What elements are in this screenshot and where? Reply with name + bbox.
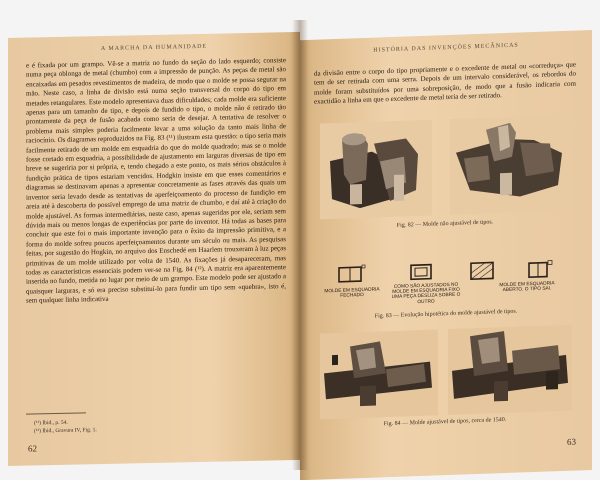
footnote-12: (¹²) Ibid., Gravura IV, Fig. 1. [34,427,97,435]
footnotes [34,414,274,435]
figure-84-caption: Fig. 84 — Molde ajustável de tipos, cerca de 1540. [383,416,507,428]
figure-83-diagram-open [526,257,560,282]
running-head-left: A MARCHA DA HUMANIDADE [100,43,208,53]
right-page [300,30,592,480]
figure-83-label-open: MOLDE EM ESQUADRIA ABERTO. O TIPO SAI. [499,281,555,294]
left-paragraph: e é fixada por um grampo. Vê-se a matriz no fundo da seção do lado esquerdo; consiste numa peça oblonga de metal (chumbo) com a impressão de punção. As peças de metal são encaixadas em pesados revestimentos de madeira, de modo que o molde se possa segurar na mão. Neste caso, a linha de divisão está numa seção transversal do corpo do tipo em metades retangulares. Este modelo apresentava duas dificuldades; cada molde era suficiente apenas para um tamanho de tipo, e depois de fundido o tipo, o molde não é retirado tão prontamente da peça de fusão acabada como seria de desejar. A tentativa de resolver o problema mais simples poderia facilmente levar a uma solução da tanto mais linha de raciocínio. Os diagramas reproduzidos na Fig. 83 (¹¹) ilustram esta questão: o tipo seria mais facilmente retirado de um molde em esquadria do que do molde quadrado; mas se o molde fosse cortado em esquadria, a possibilidade de ajustamento em larguras diversas de tipo em breve se sugeriria por si própria, e, tendo chegado a este ponto, os mais sérios obstáculos à fundição prática de tipos estariam vencidos. Hodgkin insiste em que esses comentários e diagramas se destinavam apenas a apresentar concretamente as fases através das quais um inventor seria levado desde as tentativas de aperfeiçoamento do processo de fundição em areia até à descoberta do possível emprego de uma matriz de chumbo, e daí até à criação do molde ajustável. As formas intermediárias, neste caso, apenas sugeridas por ele, seriam sem dúvida mais ou menos longas de experiências por parte do inventor. Há todas as bases para concluir que este foi o mais importante invenção para o êxito da impressão primitiva, e a forma do molde sofreu poucos aperfeiçoamentos durante um século ou mais. As pesquisas feitas, por sugestão do Hogkin, no arquivo dos Enschedé em Haarlem trouxeram à luz peças primitivas de um molde utilizado por volta de 1540. As fixações já desapareceram, mas todas as características essenciais podem ver-se na Fig. 84 (¹²). A matriz era aparentemente inserida no fundo, metida no lugar por meio de um grampo. Este modelo pode ser ajustado a quaisquer larguras, e só era preciso substituí-lo para fundir um tipo sem «quebra», isto é, sem qualquer linha indicativa [26,56,286,305]
right-body-text [314,61,576,108]
figure-83-diagram-hatched [468,259,498,282]
running-head-right: HISTÓRIA DAS INVENÇÕES MECÂNICAS [373,42,519,54]
figure-83-caption: Fig. 83 — Evolução hipotética do molde ajustável de tipos. [374,308,518,320]
figure-83 [314,257,576,306]
figure-82 [314,113,576,238]
footnote-rule [26,412,86,414]
footnote-11: (¹¹) Ibid., p. 54. [34,419,68,427]
figure-83-label-closed: MOLDE EM ESQUADRIA FECHADO [324,287,380,299]
right-paragraph: da divisão entre o corpo do tipo propriamente e o excedente de metal ou «correduça» que tem de ser retirada com uma serra. Depois de um intervalo considerável, os rebordos do molde foram substituídos por uma sobreposição, de modo que a fusão indicaria com exactidão a linha em que o excedente de metal teria de ser retirado. [314,60,576,106]
left-page [8,32,300,466]
figure-83-label-adjusted: COMO SÃO AJUSTADOS NO MOLDE EM ESQUADRIA FIXO UMA PEÇA DESLIZA SOBRE O OUTRO [391,282,461,305]
figure-82-caption: Fig. 82 — Molde não ajustável de tipos. [396,219,494,229]
figure-83-diagram-adjusted [408,261,438,282]
figure-83-diagram-closed [336,264,366,285]
book-gutter [292,20,308,470]
page-number-right: 63 [567,436,576,447]
figure-82-photo-right [450,115,570,215]
figure-82-photo-left [320,120,432,220]
left-body-text [26,56,286,306]
page-number-left: 62 [28,443,37,454]
figure-84 [314,323,576,436]
figure-84-photo-left [320,329,438,419]
figure-84-photo-right [448,325,572,415]
